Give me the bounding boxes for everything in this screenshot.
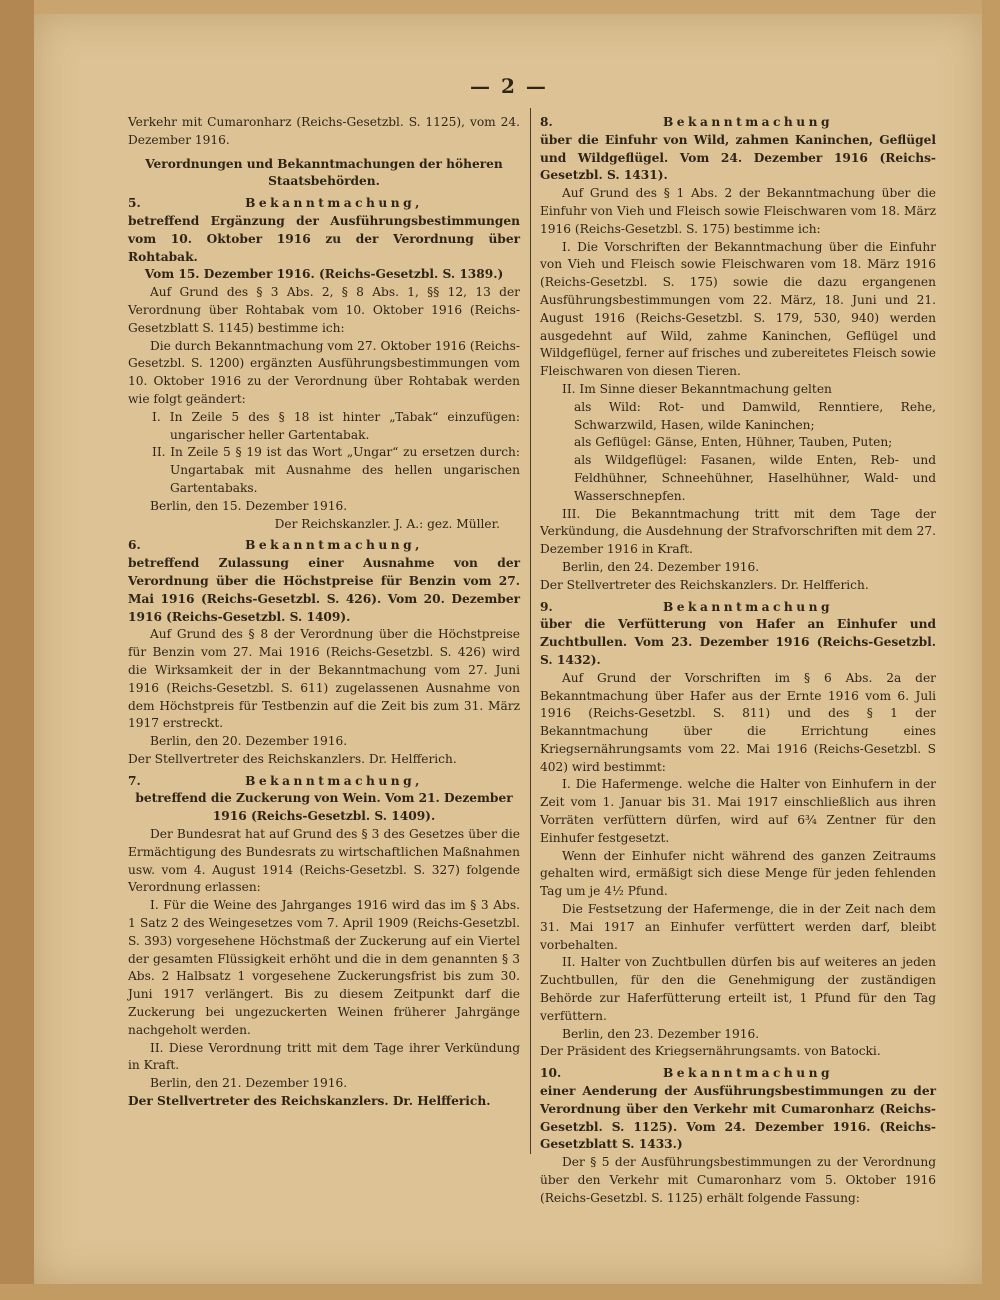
paragraph: I. Die Hafermenge. welche die Halter von Einhufern in der Zeit vom 1. Januar bis 31. Mai 1917 einschließlich aus ihren Vorräten verfüttern dürfen, wird auf 6¾ Zentner für den Einhufer festgesetzt. — [540, 777, 936, 845]
definition-item: als Geflügel: Gänse, Enten, Hühner, Tauben, Puten; — [574, 435, 893, 450]
announcement-title: Bekanntmachung — [662, 115, 834, 129]
signature: Der Stellvertreter des Reichskanzlers. Dr. Helfferich. — [540, 577, 869, 592]
announcement-10 — [540, 1065, 936, 1207]
announcement-8 — [540, 114, 936, 595]
paragraph: I. Für die Weine des Jahrganges 1916 wird das im § 3 Abs. 1 Satz 2 des Weingesetzes vom 7. April 1909 (Reichs-Gesetzbl. S. 393) vorgesehene Höchstmaß der Zuckerung auf ein Viertel der gesamten Flüssigkeit erhöht und die in dem genannten § 3 Abs. 2 Halbsatz 1 vorgesehene Zuckerungsfrist bis zum 30. Juni 1917 verlängert. Bis zu diesem Zeitpunkt darf die Zuckerung bei ungezuckerten Weinen früherer Jahrgänge nachgeholt werden. — [128, 898, 520, 1037]
paragraph: Der § 5 der Ausführungsbestimmungen zu der Verordnung über den Verkehr mit Cumaronharz vom 5. Oktober 1916 (Reichs-Gesetzbl. S. 1125) erhält folgende Fassung: — [540, 1155, 936, 1205]
announcement-subject: betreffend Zulassung einer Ausnahme von der Verordnung über die Höchstpreise für Benzin vom 27. Mai 1916 (Reichs-Gesetzbl. S. 426). Vom 20. Dezember 1916 (Reichs-Gesetzbl. S. 1409). — [128, 556, 520, 624]
announcement-5 — [128, 195, 520, 533]
list-item: I. In Zeile 5 des § 18 ist hinter „Tabak“ einzufügen: ungarischer heller Gartentabak. — [152, 409, 520, 442]
paragraph: II. Halter von Zuchtbullen dürfen bis auf weiteres an jeden Zuchtbullen, für den die Genehmigung der zuständigen Behörde zur Haferfütterung erteilt ist, 1 Pfund für den Tag verfüttern. — [540, 955, 936, 1023]
announcement-title: Bekanntmachung — [662, 599, 834, 614]
announcement-title: Bekanntmachung, — [245, 773, 423, 788]
announcement-title: Bekanntmachung, — [245, 538, 423, 553]
announcement-subject: über die Einfuhr von Wild, zahmen Kaninchen, Geflügel und Wildgeflügel. Vom 24. Dezember 1916 (Reichs-Gesetzbl. S. 1431). — [540, 132, 936, 183]
announcement-subject: über die Verfütterung von Hafer an Einhufer und Zuchtbullen. Vom 23. Dezember 1916 (Reichs-Gesetzbl. S. 1432). — [540, 617, 936, 667]
definition-item: als Wild: Rot- und Damwild, Renntiere, Rehe, Schwarzwild, Hasen, wilde Kaninchen; — [574, 399, 936, 432]
announcement-subject: betreffend Ergänzung der Ausführungsbestimmungen vom 10. Oktober 1916 zu der Verordnung über Rohtabak. — [128, 213, 520, 264]
announcement-subject: einer Aenderung der Ausführungsbestimmungen zu der Verordnung über den Verkehr mit Cumaronharz (Reichs-Gesetzbl. S. 1125). Vom 24. Dezember 1916. (Reichs-Gesetzblatt S. 1433.) — [540, 1084, 936, 1152]
announcement-date: Vom 15. Dezember 1916. (Reichs-Gesetzbl. S. 1389.) — [144, 267, 504, 282]
page-edge-bottom — [0, 1284, 1000, 1300]
paragraph: Auf Grund des § 8 der Verordnung über die Höchstpreise für Benzin vom 27. Mai 1916 (Reichs-Gesetzbl. S. 426) wird die Wirksamkeit der in der Bekanntmachung vom 27. Juni 1916 (Reichs-Gesetzbl. S. 611) zugelassenen Ausnahme von dem Höchstpreis für Testbenzin auf die Zeit bis zum 31. März 1917 erstreckt. — [128, 627, 520, 731]
announcement-title: Bekanntmachung, — [245, 196, 423, 211]
page-edge-left — [0, 0, 34, 1300]
page-edge-right — [982, 0, 1000, 1300]
paragraph: Wenn der Einhufer nicht während des ganzen Zeitraums gehalten wird, ermäßigt sich diese Menge für jeden fehlenden Tag um je 4½ Pfund. — [540, 848, 936, 899]
paragraph: Auf Grund des § 3 Abs. 2, § 8 Abs. 1, §§ 12, 13 der Verordnung über Rohtabak vom 10. Oktober 1916 (Reichs-Gesetzblatt S. 1145) bestimme ich: — [128, 285, 520, 335]
intro-text: Verkehr mit Cumaronharz (Reichs-Gesetzbl. S. 1125), vom 24. Dezember 1916. — [128, 115, 520, 147]
list-item: II. In Zeile 5 § 19 ist das Wort „Ungar“ zu ersetzen durch: Ungartabak mit Ausnahme des hellen ungarischen Gartentabaks. — [152, 445, 520, 495]
place-date: Berlin, den 20. Dezember 1916. — [150, 734, 348, 749]
announcement-number: 6. — [128, 538, 141, 553]
paragraph: I. Die Vorschriften der Bekanntmachung über die Einfuhr von Vieh und Fleisch sowie Fleischwaren vom 18. März 1916 (Reichs-Gesetzbl. S. 175) sowie die dazu ergangenen Ausführungsbestimmungen vom 22. März, 18. Juni und 21. August 1916 (Reichs-Gesetzbl. S. 179, 530, 940) werden ausgedehnt auf Wild, zahme Kaninchen, Geflügel und Wildgeflügel, ferner auf frisches und zubereitetes Fleisch sowie Fleischwaren von diesen Tieren. — [540, 239, 936, 379]
signature: Der Stellvertreter des Reichskanzlers. Dr. Helfferich. — [128, 751, 457, 766]
announcement-number: 7. — [128, 773, 141, 788]
announcement-number: 5. — [128, 196, 141, 211]
paragraph: Auf Grund der Vorschriften im § 6 Abs. 2a der Bekanntmachung über Hafer aus der Ernte 1916 vom 6. Juli 1916 (Reichs-Gesetzbl. S. 811) und des § 1 der Bekanntmachung über die Errichtung eines Kriegsernährungsamts vom 22. Mai 1916 (Reichs-Gesetzbl. S 402) wird bestimmt: — [540, 670, 936, 774]
place-date: Berlin, den 21. Dezember 1916. — [150, 1076, 348, 1091]
announcement-9 — [540, 599, 936, 1062]
section-heading: Verordnungen und Bekanntmachungen der höheren Staatsbehörden. — [145, 156, 503, 189]
announcement-number: 9. — [540, 599, 553, 614]
place-date: Berlin, den 23. Dezember 1916. — [562, 1026, 760, 1041]
right-column — [540, 114, 936, 1208]
paragraph: III. Die Bekanntmachung tritt mit dem Tage der Verkündung, die Ausdehnung der Strafvorschriften mit dem 27. Dezember 1916 in Kraft. — [540, 506, 936, 557]
paragraph: Der Bundesrat hat auf Grund des § 3 des Gesetzes über die Ermächtigung des Bundesrats zu wirtschaftlichen Maßnahmen usw. vom 4. August 1914 (Reichs-Gesetzbl. S. 327) folgende Verordnung erlassen: — [128, 827, 520, 895]
announcement-title: Bekanntmachung — [662, 1066, 834, 1081]
definition-item: als Wildgeflügel: Fasanen, wilde Enten, Reb- und Feldhühner, Schneehühner, Haselhühner, Wald- und Wasserschnepfen. — [574, 453, 936, 503]
page-number: — 2 — — [470, 74, 548, 98]
place-date: Berlin, den 24. Dezember 1916. — [562, 559, 760, 574]
place-date: Berlin, den 15. Dezember 1916. — [150, 498, 348, 513]
signature: Der Stellvertreter des Reichskanzlers. Dr. Helfferich. — [128, 1094, 491, 1109]
column-divider — [530, 108, 531, 1154]
signature: Der Reichskanzler. J. A.: gez. Müller. — [274, 516, 500, 531]
signature: Der Präsident des Kriegsernährungsamts. von Batocki. — [540, 1044, 881, 1059]
paragraph: Auf Grund des § 1 Abs. 2 der Bekanntmachung über die Einfuhr von Vieh und Fleisch sowie Fleischwaren vom 18. März 1916 (Reichs-Gesetzbl. S. 175) bestimme ich: — [540, 186, 936, 236]
paragraph: II. Im Sinne dieser Bekanntmachung gelten — [562, 381, 832, 396]
paragraph: Die durch Bekanntmachung vom 27. Oktober 1916 (Reichs-Gesetzbl. S. 1200) ergänzten Ausführungsbestimmungen vom 10. Oktober 1916 zu der Verordnung über Rohtabak werden wie folgt geändert: — [128, 338, 520, 406]
paragraph: II. Diese Verordnung tritt mit dem Tage ihrer Verkündung in Kraft. — [128, 1040, 520, 1073]
announcement-number: 10. — [540, 1066, 562, 1081]
announcement-6 — [128, 537, 520, 768]
announcement-7 — [128, 773, 520, 1111]
left-column — [128, 114, 520, 1111]
announcement-subject: betreffend die Zuckerung von Wein. Vom 21. Dezember 1916 (Reichs-Gesetzbl. S. 1409). — [135, 791, 513, 824]
announcement-number: 8. — [540, 115, 553, 129]
paragraph: Die Festsetzung der Hafermenge, die in der Zeit nach dem 31. Mai 1917 an Einhufer verfüttert werden darf, bleibt vorbehalten. — [540, 902, 936, 952]
